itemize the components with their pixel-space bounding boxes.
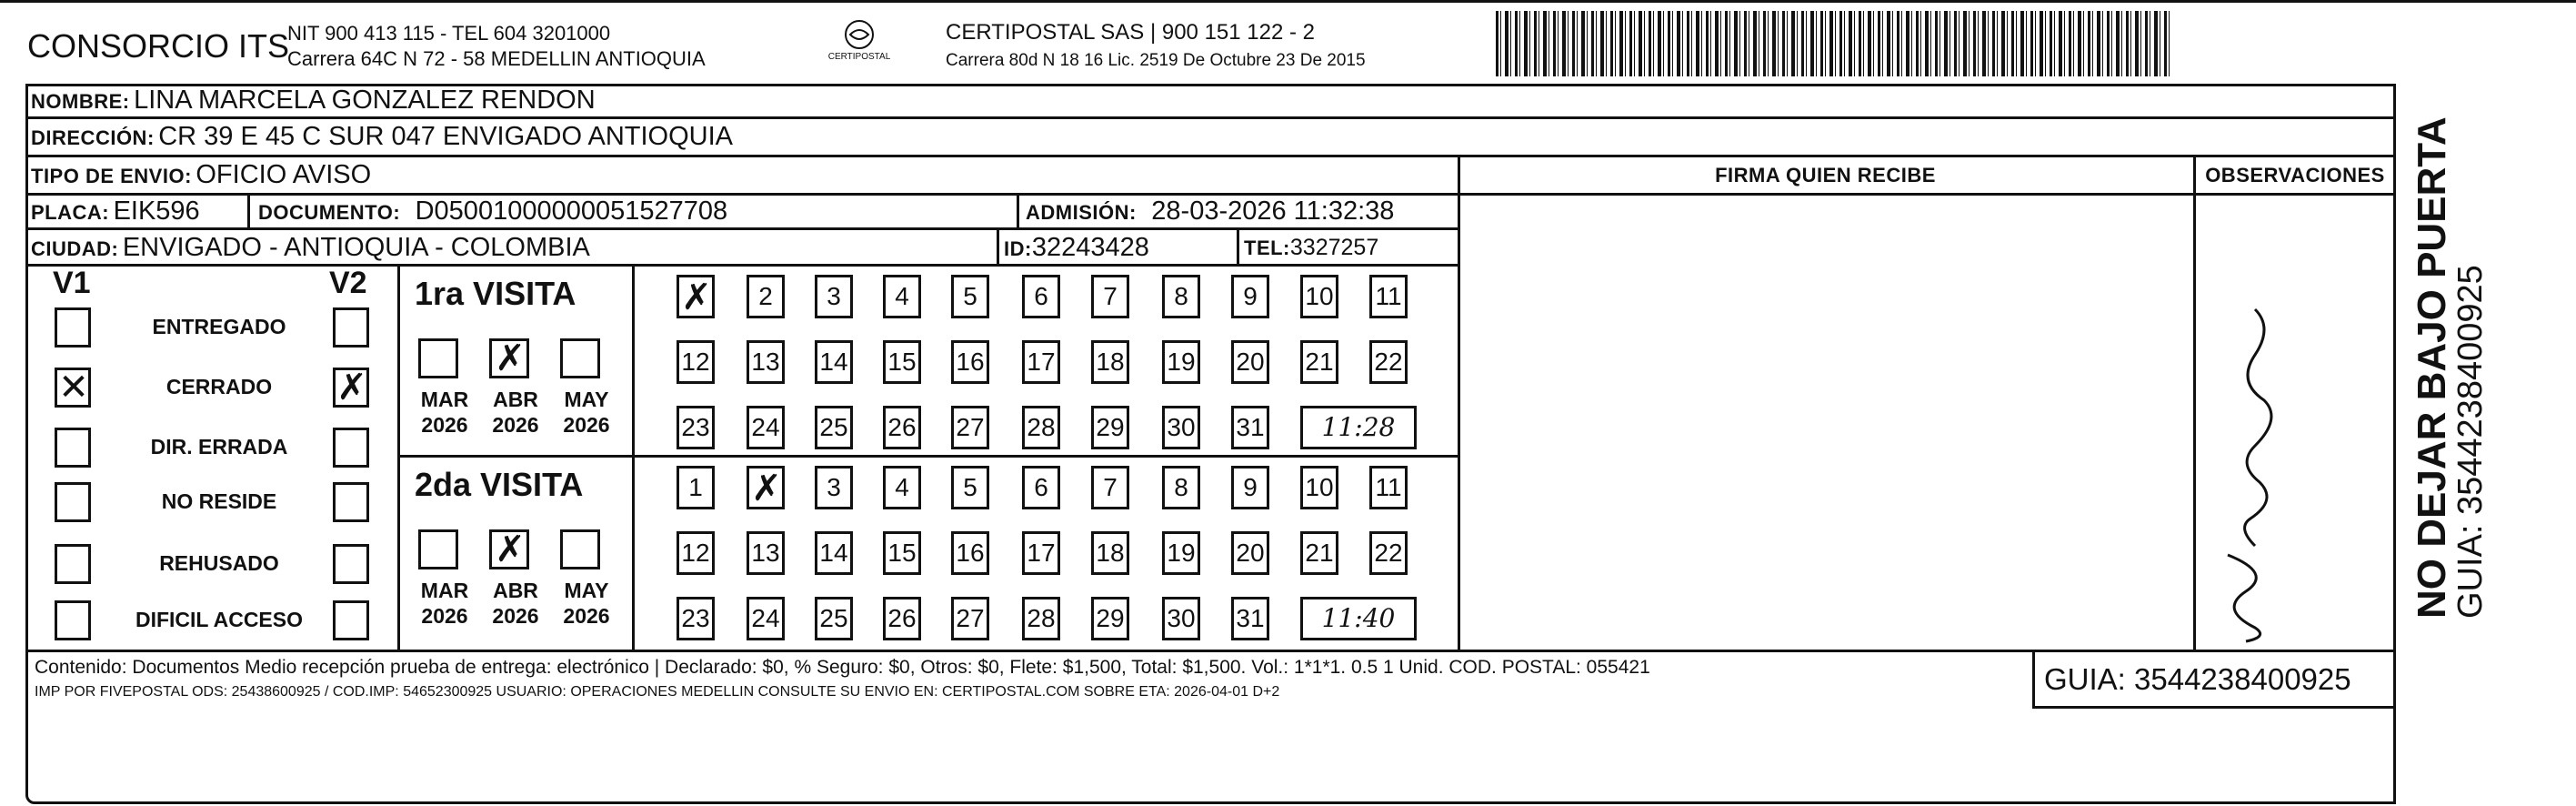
day-box[interactable]: 16 [951, 340, 989, 384]
day-box[interactable]: 25 [815, 597, 853, 640]
v2-checkbox[interactable] [333, 544, 369, 584]
day-box[interactable]: 10 [1300, 275, 1338, 318]
admision-value: 28-03-2026 11:32:38 [1151, 196, 1395, 226]
status-option-label: REHUSADO [159, 551, 279, 575]
status-option-label: DIFICIL ACCESO [135, 608, 303, 631]
day-box[interactable]: 31 [1231, 597, 1269, 640]
day-box[interactable]: 11 [1369, 275, 1408, 318]
day-box[interactable]: 8 [1162, 275, 1200, 318]
ciudad-field [31, 233, 590, 263]
visit1-title: 1ra VISITA [415, 275, 576, 312]
day-box[interactable]: 29 [1091, 597, 1129, 640]
id-value: 32243428 [1031, 233, 1149, 262]
v1-checkbox[interactable] [55, 428, 91, 468]
side-text [2410, 116, 2491, 619]
day-box[interactable]: 21 [1300, 340, 1338, 384]
month-year: 2026 [421, 413, 468, 437]
day-box[interactable]: 27 [951, 406, 989, 449]
day-box[interactable]: 26 [883, 597, 921, 640]
day-box[interactable]: 7 [1091, 275, 1129, 318]
v1-checkbox[interactable] [55, 482, 91, 522]
footer-contenido: Contenido: Documentos Medio recepción prueba de entrega: electrónico | Declarado: $0, % Seguro: $0, Otros: $0, Flete: $1,500, Total: $1,500. Vol.: 1*1*1. 0.5 1 Unid. COD. POSTAL: 055421 [35, 657, 1650, 678]
month-name: MAY [564, 579, 609, 602]
day-box[interactable]: 28 [1022, 406, 1060, 449]
day-box[interactable]: 18 [1091, 340, 1129, 384]
observaciones-header: OBSERVACIONES [2205, 164, 2385, 186]
direccion-label: DIRECCIÓN: [31, 126, 155, 149]
documento-label: DOCUMENTO: [258, 201, 401, 224]
month-year: 2026 [492, 413, 539, 437]
company-address: Carrera 64C N 72 - 58 MEDELLIN ANTIOQUIA [287, 47, 706, 70]
day-box[interactable]: 20 [1231, 531, 1269, 575]
handwritten-signature [2200, 291, 2300, 646]
direccion-row [31, 122, 733, 152]
id-field [1004, 233, 1149, 263]
month-year: 2026 [492, 604, 539, 628]
nombre-row [31, 86, 596, 116]
day-box[interactable]: 3 [815, 275, 853, 318]
v1-label: V1 [53, 266, 91, 300]
admision-label: ADMISIÓN: [1026, 201, 1137, 224]
status-option-label: CERRADO [165, 375, 273, 398]
day-box[interactable]: 30 [1162, 406, 1200, 449]
day-box[interactable]: 22 [1369, 340, 1408, 384]
day-box[interactable]: 1 [677, 466, 715, 509]
barcode [1496, 11, 2173, 76]
month-name: MAR [420, 388, 469, 411]
tipo-label: TIPO DE ENVIO: [31, 165, 192, 187]
footer-guia: GUIA: 3544238400925 [2044, 662, 2351, 696]
tel-field [1244, 235, 1378, 261]
x-mark-icon: ✗ [495, 529, 526, 570]
day-box[interactable]: 15 [883, 531, 921, 575]
day-box[interactable]: 4 [883, 466, 921, 509]
visit2-title: 2da VISITA [415, 466, 584, 503]
v2-checkbox[interactable] [333, 368, 369, 408]
company-name: CONSORCIO ITS [27, 27, 290, 65]
day-box[interactable]: 13 [747, 340, 785, 384]
carrier-line2: Carrera 80d N 18 16 Lic. 2519 De Octubre 23 De 2015 [946, 51, 1366, 70]
placa-label: PLACA: [31, 201, 110, 224]
side-text-warning: NO DEJAR BAJO PUERTA [2410, 116, 2454, 619]
x-mark-icon: ✗ [336, 367, 367, 408]
day-box[interactable]: 17 [1022, 340, 1060, 384]
month-checkbox[interactable] [489, 338, 529, 378]
day-box[interactable]: 10 [1300, 466, 1338, 509]
day-box[interactable]: 26 [883, 406, 921, 449]
v1-checkbox[interactable] [55, 544, 91, 584]
tel-value: 3327257 [1289, 235, 1379, 260]
day-box[interactable]: 21 [1300, 531, 1338, 575]
day-box[interactable]: 27 [951, 597, 989, 640]
day-box[interactable]: 20 [1231, 340, 1269, 384]
day-box[interactable]: 13 [747, 531, 785, 575]
month-checkbox[interactable] [418, 338, 458, 378]
day-box[interactable]: 23 [677, 406, 715, 449]
day-box[interactable]: 6 [1022, 466, 1060, 509]
day-box[interactable]: 28 [1022, 597, 1060, 640]
x-mark-icon: ✗ [751, 468, 782, 509]
logo-text: CERTIPOSTAL [827, 52, 891, 62]
month-checkbox[interactable] [560, 338, 600, 378]
day-box[interactable]: 12 [677, 340, 715, 384]
day-box[interactable]: 3 [815, 466, 853, 509]
month-name: MAY [564, 388, 609, 411]
status-option-label: DIR. ERRADA [150, 435, 288, 458]
month-year: 2026 [563, 604, 610, 628]
tipo-row [31, 160, 371, 190]
day-box[interactable]: 4 [883, 275, 921, 318]
month-name: ABR [493, 388, 538, 411]
ciudad-value: ENVIGADO - ANTIOQUIA - COLOMBIA [122, 233, 590, 262]
day-box[interactable]: 8 [1162, 466, 1200, 509]
day-box[interactable]: 9 [1231, 275, 1269, 318]
day-box[interactable]: 23 [677, 597, 715, 640]
day-box-checked[interactable] [747, 466, 785, 509]
day-box[interactable]: 2 [747, 275, 785, 318]
day-box[interactable]: 6 [1022, 275, 1060, 318]
admision-field [1026, 196, 1394, 227]
day-box[interactable]: 5 [951, 275, 989, 318]
documento-value: D05001000000051527708 [415, 196, 728, 226]
handwritten-time: 11:40 [1300, 597, 1417, 640]
v2-checkbox[interactable] [333, 482, 369, 522]
footer-imp: IMP POR FIVEPOSTAL ODS: 25438600925 / COD.IMP: 54652300925 USUARIO: OPERACIONES MEDELLIN CONSULTE SU ENVIO EN: CERTIPOSTAL.COM SOBRE ETA: 2026-04-01 D+2 [35, 684, 1280, 700]
v2-checkbox[interactable] [333, 600, 369, 640]
firma-header: FIRMA QUIEN RECIBE [1715, 164, 1936, 186]
tipo-value: OFICIO AVISO [195, 160, 372, 189]
v1-checkbox[interactable] [55, 600, 91, 640]
tel-label: TEL: [1244, 237, 1290, 259]
x-mark-icon: ✗ [681, 277, 712, 318]
day-box[interactable]: 5 [951, 466, 989, 509]
logo-icon [841, 18, 877, 51]
month-checkbox[interactable] [418, 529, 458, 569]
day-box[interactable]: 11 [1369, 466, 1408, 509]
side-text-guia: GUIA: 3544238400925 [2451, 265, 2490, 619]
status-option-label: ENTREGADO [152, 315, 286, 338]
day-box[interactable]: 31 [1231, 406, 1269, 449]
day-box[interactable]: 9 [1231, 466, 1269, 509]
direccion-value: CR 39 E 45 C SUR 047 ENVIGADO ANTIOQUIA [158, 122, 733, 151]
nombre-value: LINA MARCELA GONZALEZ RENDON [134, 86, 596, 115]
certipostal-logo [818, 18, 900, 73]
day-box[interactable]: 12 [677, 531, 715, 575]
carrier-line1: CERTIPOSTAL SAS | 900 151 122 - 2 [946, 20, 1315, 45]
handwritten-time: 11:28 [1300, 406, 1417, 449]
company-nit: NIT 900 413 115 - TEL 604 3201000 [287, 22, 611, 45]
x-mark-icon: ✕ [58, 367, 89, 408]
id-label: ID: [1004, 237, 1032, 260]
v2-label: V2 [329, 266, 367, 300]
month-year: 2026 [421, 604, 468, 628]
documento-field [258, 196, 727, 227]
v1-checkbox[interactable] [55, 368, 91, 408]
status-option-label: NO RESIDE [161, 489, 277, 513]
day-box[interactable]: 15 [883, 340, 921, 384]
v1-checkbox[interactable] [55, 307, 91, 348]
placa-value: EIK596 [113, 196, 200, 226]
ciudad-label: CIUDAD: [31, 237, 119, 260]
x-mark-icon: ✗ [495, 338, 526, 379]
day-box[interactable]: 29 [1091, 406, 1129, 449]
day-box[interactable]: 7 [1091, 466, 1129, 509]
day-box[interactable]: 24 [747, 406, 785, 449]
nombre-label: NOMBRE: [31, 90, 130, 113]
day-box[interactable]: 14 [815, 340, 853, 384]
day-box[interactable]: 25 [815, 406, 853, 449]
month-checkbox[interactable] [489, 529, 529, 569]
day-box[interactable]: 19 [1162, 531, 1200, 575]
v2-checkbox[interactable] [333, 428, 369, 468]
day-box[interactable]: 24 [747, 597, 785, 640]
day-box[interactable]: 16 [951, 531, 989, 575]
day-box-checked[interactable] [677, 275, 715, 318]
month-checkbox[interactable] [560, 529, 600, 569]
month-name: ABR [493, 579, 538, 602]
day-box[interactable]: 19 [1162, 340, 1200, 384]
v2-checkbox[interactable] [333, 307, 369, 348]
placa-field [31, 196, 200, 227]
day-box[interactable]: 14 [815, 531, 853, 575]
day-box[interactable]: 30 [1162, 597, 1200, 640]
day-box[interactable]: 18 [1091, 531, 1129, 575]
month-name: MAR [420, 579, 469, 602]
day-box[interactable]: 22 [1369, 531, 1408, 575]
month-year: 2026 [563, 413, 610, 437]
day-box[interactable]: 17 [1022, 531, 1060, 575]
